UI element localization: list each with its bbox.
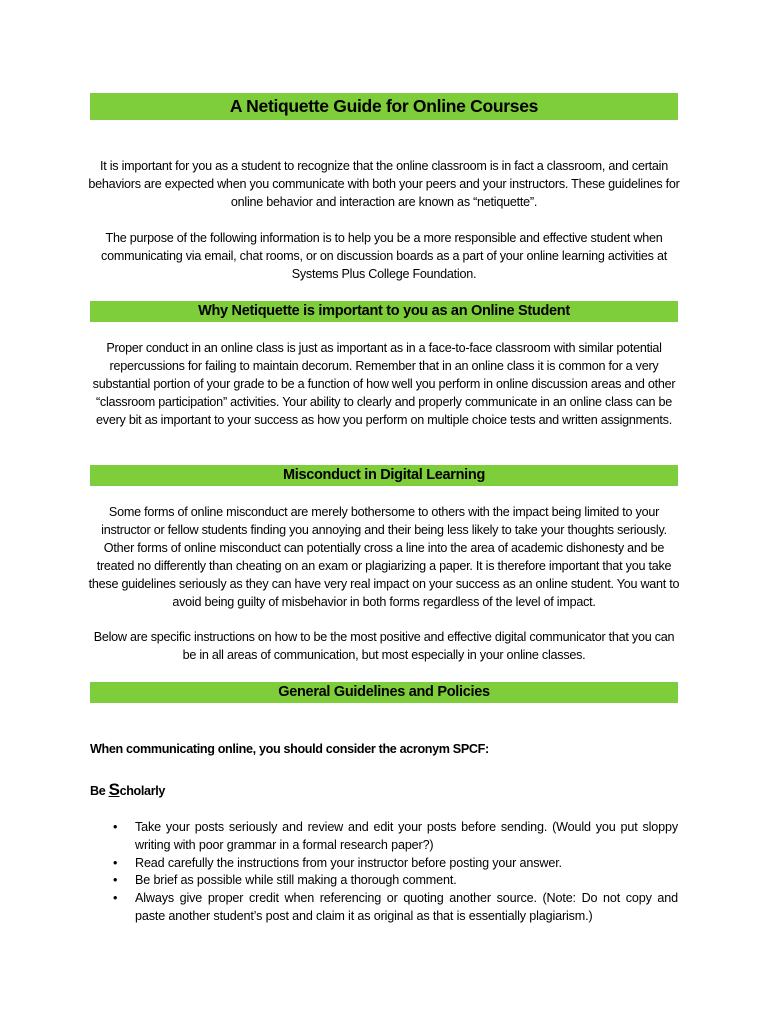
list-item-text: Always give proper credit when referencing or quoting another source. (Note: Do not copy and paste another student’s post and claim it as original as that is essentially plagiarism.): [135, 891, 678, 923]
list-item-text: Be brief as possible while still making a thorough comment.: [135, 873, 457, 888]
bullet-icon: •: [113, 891, 118, 906]
bullet-icon: •: [113, 873, 118, 888]
misconduct-text-2: Below are specific instructions on how to be the most positive and effective digital communicator that you can be in all areas of communication, but most especially in your online classes.: [93, 630, 675, 662]
misconduct-text-1: Some forms of online misconduct are merely bothersome to others with the impact being limited to your instructor or fellow students finding you annoying and their being less likely to take your thoughts seriously. Other forms of online misconduct can potentially cross a line into the area of academic dishonesty and be treated no differently than cheating on an exam or plagiarizing a paper. It is therefore important that you take these guidelines seriously as they can have very real impact on your success as an online student. You want to avoid being guilty of misbehavior in both forms regardless of the level of impact.: [88, 505, 680, 609]
be-scholarly-heading: [90, 780, 165, 800]
document-title: A Netiquette Guide for Online Courses: [90, 93, 678, 120]
list-item-text: Read carefully the instructions from your instructor before posting your answer.: [135, 855, 562, 870]
section-heading-why-netiquette: Why Netiquette is important to you as an Online Student: [90, 301, 678, 322]
section-heading-misconduct: Misconduct in Digital Learning: [90, 465, 678, 486]
intro-paragraph-1: [88, 157, 680, 211]
misconduct-paragraph-1: [88, 503, 680, 611]
intro-paragraph-2: [88, 229, 680, 283]
list-item: [90, 872, 678, 890]
why-netiquette-paragraph: [88, 339, 680, 429]
bullet-icon: •: [113, 820, 118, 834]
misconduct-paragraph-2: [88, 628, 680, 664]
intro-text-2: The purpose of the following information is to help you be a more responsible and effective student when communicating via email, chat rooms, or on discussion boards as a part of your online learning activities at Systems Plus College Foundation.: [101, 231, 667, 281]
intro-text-1: It is important for you as a student to recognize that the online classroom is in fact a classroom, and certain behaviors are expected when you communicate with both your peers and your instructors. These guidelines for online behavior and interaction are known as “netiquette”.: [88, 159, 680, 209]
scholarly-bullet-list: [90, 819, 678, 926]
be-rest: cholarly: [119, 784, 166, 798]
why-netiquette-text: Proper conduct in an online class is just as important as in a face-to-face classroom with similar potential repercussions for failing to maintain decorum. Remember that in an online class it is common for a very substantial portion of your grade to be a function of how well you perform in online discussion areas and other “classroom participation” activities. Your ability to clearly and properly communicate in an online class can be every bit as important to your success as how you perform on multiple choice tests and written assignments.: [92, 341, 676, 427]
acronym-letter: S: [108, 780, 120, 799]
list-item-text: Take your posts seriously and review and edit your posts before sending. (Would you put sloppy writing with poor grammar in a formal research paper?): [135, 820, 678, 852]
list-item: [90, 855, 678, 873]
section-heading-general-guidelines: General Guidelines and Policies: [90, 682, 678, 703]
list-item: [90, 890, 678, 926]
acronym-intro: When communicating online, you should consider the acronym SPCF:: [90, 742, 489, 756]
list-item: [90, 819, 678, 855]
be-prefix: Be: [90, 784, 109, 798]
bullet-icon: •: [113, 855, 118, 870]
